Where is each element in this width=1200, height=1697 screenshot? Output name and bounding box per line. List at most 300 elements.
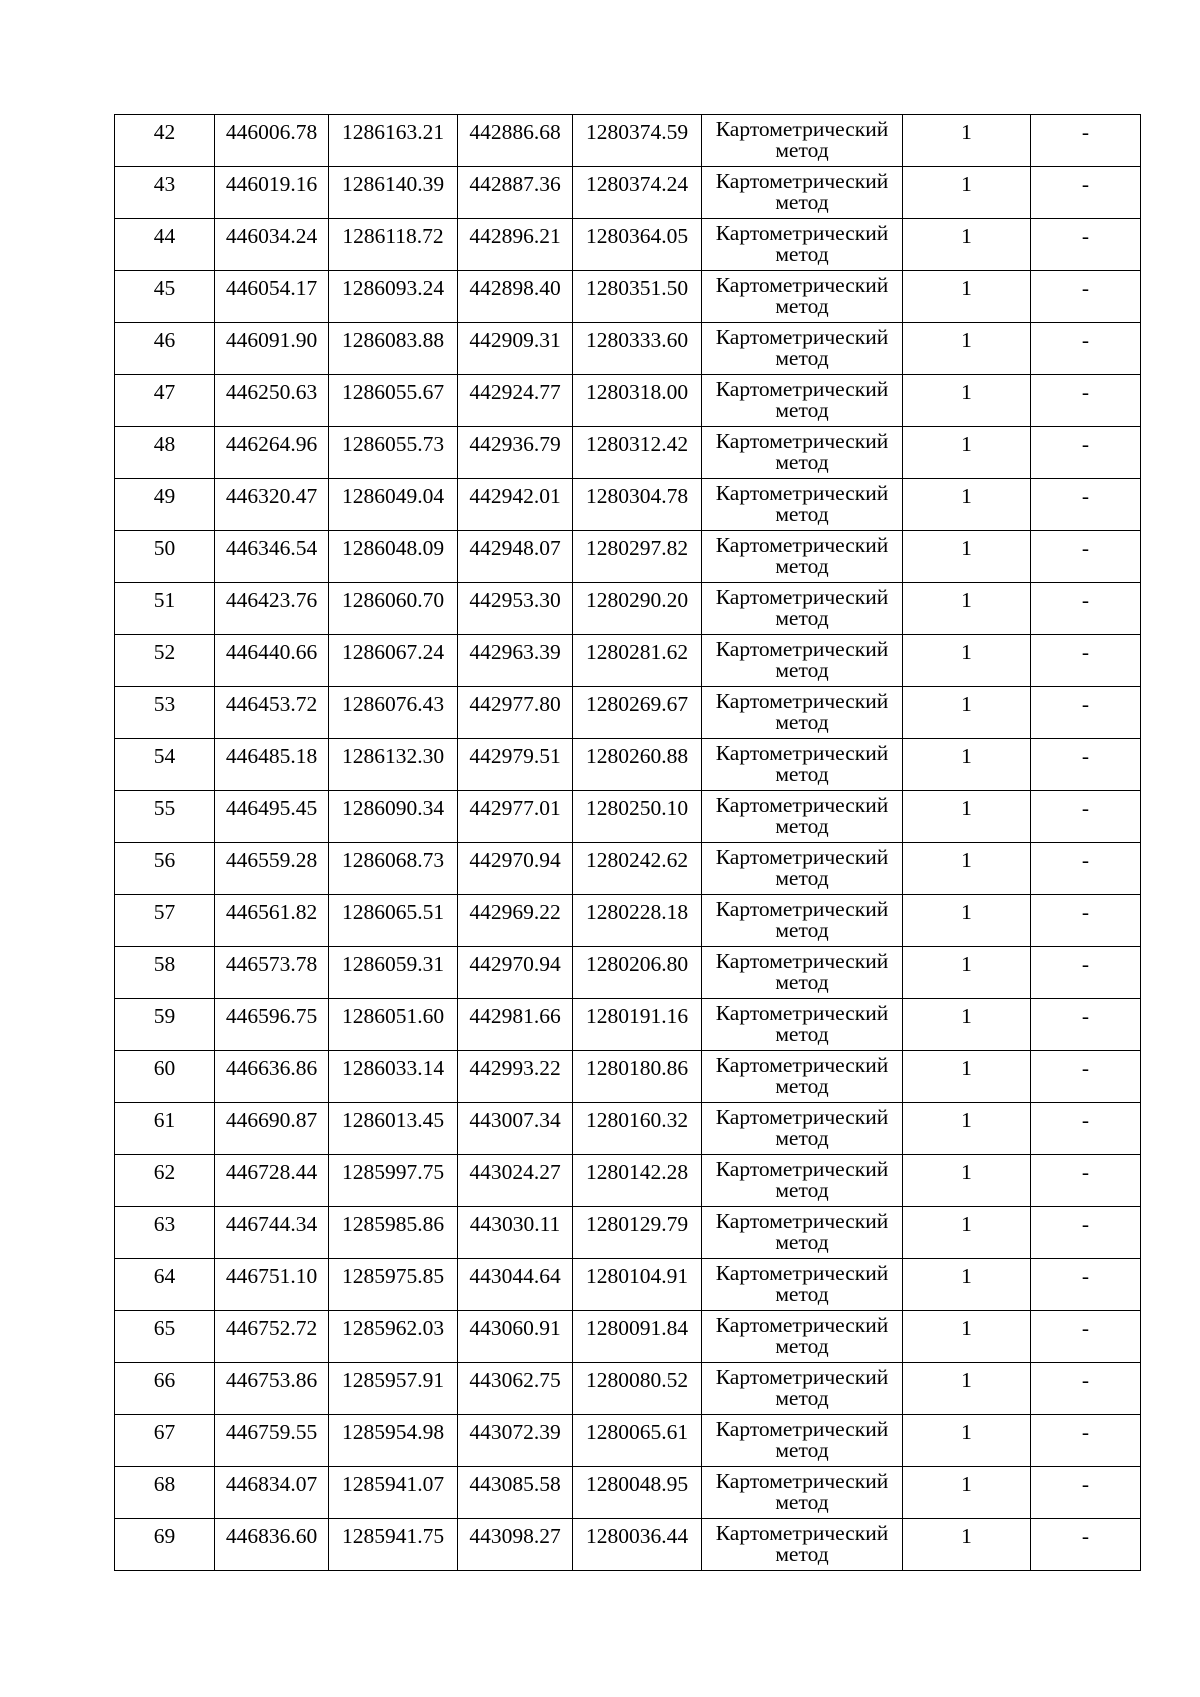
x2-coordinate-cell: 442977.01 [458, 791, 573, 843]
table-row [115, 531, 1141, 583]
method-line-1: Картометрический [715, 741, 889, 765]
y2-coordinate-cell: 1280374.24 [573, 167, 702, 219]
method-line-1: Картометрический [715, 1313, 889, 1337]
x1-coordinate-cell: 446440.66 [215, 635, 329, 687]
accuracy-cell: 1 [903, 323, 1031, 375]
point-number-cell: 49 [115, 479, 215, 531]
method-line-1: Картометрический [715, 1157, 889, 1181]
y2-coordinate-cell: 1280242.62 [573, 843, 702, 895]
method-line-2: метод [775, 1022, 829, 1046]
x2-coordinate-cell: 442981.66 [458, 999, 573, 1051]
y2-coordinate-cell: 1280048.95 [573, 1467, 702, 1519]
accuracy-cell: 1 [903, 739, 1031, 791]
accuracy-cell: 1 [903, 583, 1031, 635]
point-number-cell: 64 [115, 1259, 215, 1311]
note-cell: - [1031, 1259, 1141, 1311]
method-cell [702, 427, 903, 479]
y2-coordinate-cell: 1280091.84 [573, 1311, 702, 1363]
y2-coordinate-cell: 1280374.59 [573, 115, 702, 167]
x1-coordinate-cell: 446453.72 [215, 687, 329, 739]
method-line-2: метод [775, 502, 829, 526]
method-line-1: Картометрический [715, 377, 889, 401]
note-cell: - [1031, 427, 1141, 479]
y1-coordinate-cell: 1286118.72 [329, 219, 458, 271]
method-cell [702, 1051, 903, 1103]
accuracy-cell: 1 [903, 895, 1031, 947]
table-row [115, 1363, 1141, 1415]
accuracy-cell: 1 [903, 479, 1031, 531]
table-row [115, 1259, 1141, 1311]
y2-coordinate-cell: 1280318.00 [573, 375, 702, 427]
note-cell: - [1031, 115, 1141, 167]
table-row [115, 479, 1141, 531]
method-line-1: Картометрический [715, 897, 889, 921]
y2-coordinate-cell: 1280351.50 [573, 271, 702, 323]
method-line-2: метод [775, 1542, 829, 1566]
method-line-1: Картометрический [715, 325, 889, 349]
x2-coordinate-cell: 442979.51 [458, 739, 573, 791]
table-row [115, 323, 1141, 375]
point-number-cell: 57 [115, 895, 215, 947]
y1-coordinate-cell: 1286055.67 [329, 375, 458, 427]
y1-coordinate-cell: 1285941.75 [329, 1519, 458, 1571]
table-row [115, 271, 1141, 323]
x2-coordinate-cell: 442936.79 [458, 427, 573, 479]
x1-coordinate-cell: 446753.86 [215, 1363, 329, 1415]
method-line-2: метод [775, 1386, 829, 1410]
x1-coordinate-cell: 446636.86 [215, 1051, 329, 1103]
x2-coordinate-cell: 442948.07 [458, 531, 573, 583]
x1-coordinate-cell: 446561.82 [215, 895, 329, 947]
y2-coordinate-cell: 1280180.86 [573, 1051, 702, 1103]
table-row [115, 583, 1141, 635]
accuracy-cell: 1 [903, 687, 1031, 739]
method-line-1: Картометрический [715, 793, 889, 817]
y2-coordinate-cell: 1280269.67 [573, 687, 702, 739]
method-cell [702, 687, 903, 739]
method-cell [702, 1519, 903, 1571]
y1-coordinate-cell: 1286065.51 [329, 895, 458, 947]
accuracy-cell: 1 [903, 531, 1031, 583]
point-number-cell: 44 [115, 219, 215, 271]
accuracy-cell: 1 [903, 999, 1031, 1051]
x2-coordinate-cell: 443085.58 [458, 1467, 573, 1519]
method-cell [702, 635, 903, 687]
table-body [115, 115, 1141, 1571]
x2-coordinate-cell: 442898.40 [458, 271, 573, 323]
method-cell [702, 791, 903, 843]
x1-coordinate-cell: 446728.44 [215, 1155, 329, 1207]
x1-coordinate-cell: 446596.75 [215, 999, 329, 1051]
y2-coordinate-cell: 1280104.91 [573, 1259, 702, 1311]
note-cell: - [1031, 1103, 1141, 1155]
table-row [115, 375, 1141, 427]
point-number-cell: 55 [115, 791, 215, 843]
y2-coordinate-cell: 1280312.42 [573, 427, 702, 479]
table-row [115, 1415, 1141, 1467]
y1-coordinate-cell: 1286090.34 [329, 791, 458, 843]
y1-coordinate-cell: 1285997.75 [329, 1155, 458, 1207]
y1-coordinate-cell: 1286163.21 [329, 115, 458, 167]
accuracy-cell: 1 [903, 167, 1031, 219]
accuracy-cell: 1 [903, 1103, 1031, 1155]
accuracy-cell: 1 [903, 375, 1031, 427]
x1-coordinate-cell: 446320.47 [215, 479, 329, 531]
y2-coordinate-cell: 1280290.20 [573, 583, 702, 635]
y1-coordinate-cell: 1286055.73 [329, 427, 458, 479]
method-line-2: метод [775, 710, 829, 734]
y2-coordinate-cell: 1280364.05 [573, 219, 702, 271]
accuracy-cell: 1 [903, 1467, 1031, 1519]
method-line-2: метод [775, 450, 829, 474]
y1-coordinate-cell: 1285957.91 [329, 1363, 458, 1415]
accuracy-cell: 1 [903, 1363, 1031, 1415]
method-line-1: Картометрический [715, 1365, 889, 1389]
method-line-1: Картометрический [715, 1521, 889, 1545]
method-cell [702, 1207, 903, 1259]
y2-coordinate-cell: 1280250.10 [573, 791, 702, 843]
method-cell [702, 1259, 903, 1311]
note-cell: - [1031, 1519, 1141, 1571]
x2-coordinate-cell: 442909.31 [458, 323, 573, 375]
note-cell: - [1031, 1363, 1141, 1415]
y2-coordinate-cell: 1280191.16 [573, 999, 702, 1051]
point-number-cell: 48 [115, 427, 215, 479]
accuracy-cell: 1 [903, 1051, 1031, 1103]
table-row [115, 999, 1141, 1051]
note-cell: - [1031, 1415, 1141, 1467]
point-number-cell: 50 [115, 531, 215, 583]
y2-coordinate-cell: 1280160.32 [573, 1103, 702, 1155]
note-cell: - [1031, 531, 1141, 583]
x1-coordinate-cell: 446423.76 [215, 583, 329, 635]
table-row [115, 1519, 1141, 1571]
method-line-2: метод [775, 1230, 829, 1254]
table-row [115, 1103, 1141, 1155]
x2-coordinate-cell: 443062.75 [458, 1363, 573, 1415]
method-line-2: метод [775, 1438, 829, 1462]
note-cell: - [1031, 167, 1141, 219]
method-line-2: метод [775, 554, 829, 578]
method-cell [702, 843, 903, 895]
point-number-cell: 59 [115, 999, 215, 1051]
point-number-cell: 43 [115, 167, 215, 219]
point-number-cell: 60 [115, 1051, 215, 1103]
table-row [115, 1155, 1141, 1207]
note-cell: - [1031, 271, 1141, 323]
method-cell [702, 1311, 903, 1363]
method-cell [702, 739, 903, 791]
method-line-2: метод [775, 1282, 829, 1306]
note-cell: - [1031, 219, 1141, 271]
method-cell [702, 219, 903, 271]
method-cell [702, 1363, 903, 1415]
point-number-cell: 46 [115, 323, 215, 375]
x1-coordinate-cell: 446834.07 [215, 1467, 329, 1519]
method-line-1: Картометрический [715, 1001, 889, 1025]
table-row [115, 1311, 1141, 1363]
method-cell [702, 375, 903, 427]
x2-coordinate-cell: 442969.22 [458, 895, 573, 947]
x2-coordinate-cell: 443030.11 [458, 1207, 573, 1259]
note-cell: - [1031, 1051, 1141, 1103]
method-line-2: метод [775, 866, 829, 890]
y2-coordinate-cell: 1280142.28 [573, 1155, 702, 1207]
y1-coordinate-cell: 1285985.86 [329, 1207, 458, 1259]
method-cell [702, 947, 903, 999]
note-cell: - [1031, 895, 1141, 947]
method-cell [702, 271, 903, 323]
method-cell [702, 895, 903, 947]
x2-coordinate-cell: 443007.34 [458, 1103, 573, 1155]
accuracy-cell: 1 [903, 1311, 1031, 1363]
method-line-1: Картометрический [715, 169, 889, 193]
note-cell: - [1031, 739, 1141, 791]
method-line-1: Картометрический [715, 1469, 889, 1493]
x1-coordinate-cell: 446485.18 [215, 739, 329, 791]
method-line-2: метод [775, 1490, 829, 1514]
x2-coordinate-cell: 443044.64 [458, 1259, 573, 1311]
method-line-2: метод [775, 294, 829, 318]
point-number-cell: 51 [115, 583, 215, 635]
note-cell: - [1031, 791, 1141, 843]
method-cell [702, 1155, 903, 1207]
method-line-2: метод [775, 190, 829, 214]
x1-coordinate-cell: 446006.78 [215, 115, 329, 167]
point-number-cell: 61 [115, 1103, 215, 1155]
accuracy-cell: 1 [903, 1155, 1031, 1207]
x2-coordinate-cell: 442942.01 [458, 479, 573, 531]
point-number-cell: 45 [115, 271, 215, 323]
x1-coordinate-cell: 446751.10 [215, 1259, 329, 1311]
table-row [115, 739, 1141, 791]
x1-coordinate-cell: 446346.54 [215, 531, 329, 583]
x1-coordinate-cell: 446264.96 [215, 427, 329, 479]
method-line-1: Картометрический [715, 481, 889, 505]
note-cell: - [1031, 479, 1141, 531]
y1-coordinate-cell: 1286067.24 [329, 635, 458, 687]
method-line-2: метод [775, 138, 829, 162]
y2-coordinate-cell: 1280206.80 [573, 947, 702, 999]
y2-coordinate-cell: 1280065.61 [573, 1415, 702, 1467]
note-cell: - [1031, 583, 1141, 635]
accuracy-cell: 1 [903, 843, 1031, 895]
method-line-1: Картометрический [715, 533, 889, 557]
x1-coordinate-cell: 446836.60 [215, 1519, 329, 1571]
y2-coordinate-cell: 1280333.60 [573, 323, 702, 375]
y1-coordinate-cell: 1285962.03 [329, 1311, 458, 1363]
method-line-1: Картометрический [715, 221, 889, 245]
x2-coordinate-cell: 442977.80 [458, 687, 573, 739]
method-line-2: метод [775, 1334, 829, 1358]
table-row [115, 791, 1141, 843]
accuracy-cell: 1 [903, 1259, 1031, 1311]
x2-coordinate-cell: 442924.77 [458, 375, 573, 427]
table-row [115, 843, 1141, 895]
y1-coordinate-cell: 1286033.14 [329, 1051, 458, 1103]
method-line-2: метод [775, 918, 829, 942]
accuracy-cell: 1 [903, 1207, 1031, 1259]
y2-coordinate-cell: 1280080.52 [573, 1363, 702, 1415]
note-cell: - [1031, 1467, 1141, 1519]
x1-coordinate-cell: 446495.45 [215, 791, 329, 843]
x2-coordinate-cell: 442970.94 [458, 947, 573, 999]
accuracy-cell: 1 [903, 1415, 1031, 1467]
note-cell: - [1031, 1311, 1141, 1363]
method-line-1: Картометрический [715, 117, 889, 141]
method-cell [702, 1103, 903, 1155]
method-line-2: метод [775, 242, 829, 266]
x2-coordinate-cell: 442963.39 [458, 635, 573, 687]
y1-coordinate-cell: 1286048.09 [329, 531, 458, 583]
method-line-2: метод [775, 1126, 829, 1150]
y2-coordinate-cell: 1280297.82 [573, 531, 702, 583]
x1-coordinate-cell: 446091.90 [215, 323, 329, 375]
y2-coordinate-cell: 1280260.88 [573, 739, 702, 791]
method-line-2: метод [775, 762, 829, 786]
table-row [115, 115, 1141, 167]
point-number-cell: 52 [115, 635, 215, 687]
method-cell [702, 479, 903, 531]
y1-coordinate-cell: 1285975.85 [329, 1259, 458, 1311]
accuracy-cell: 1 [903, 1519, 1031, 1571]
point-number-cell: 56 [115, 843, 215, 895]
x2-coordinate-cell: 442953.30 [458, 583, 573, 635]
x1-coordinate-cell: 446250.63 [215, 375, 329, 427]
point-number-cell: 47 [115, 375, 215, 427]
x2-coordinate-cell: 442886.68 [458, 115, 573, 167]
method-cell [702, 531, 903, 583]
method-line-2: метод [775, 814, 829, 838]
method-line-2: метод [775, 658, 829, 682]
x1-coordinate-cell: 446054.17 [215, 271, 329, 323]
table-row [115, 687, 1141, 739]
y1-coordinate-cell: 1286059.31 [329, 947, 458, 999]
table-row [115, 427, 1141, 479]
y2-coordinate-cell: 1280281.62 [573, 635, 702, 687]
accuracy-cell: 1 [903, 271, 1031, 323]
method-line-1: Картометрический [715, 585, 889, 609]
table-row [115, 895, 1141, 947]
method-line-1: Картометрический [715, 1417, 889, 1441]
point-number-cell: 42 [115, 115, 215, 167]
note-cell: - [1031, 375, 1141, 427]
method-line-1: Картометрический [715, 1261, 889, 1285]
x2-coordinate-cell: 443072.39 [458, 1415, 573, 1467]
point-number-cell: 62 [115, 1155, 215, 1207]
point-number-cell: 54 [115, 739, 215, 791]
method-line-1: Картометрический [715, 429, 889, 453]
table-row [115, 219, 1141, 271]
y1-coordinate-cell: 1286013.45 [329, 1103, 458, 1155]
accuracy-cell: 1 [903, 219, 1031, 271]
method-line-2: метод [775, 1178, 829, 1202]
accuracy-cell: 1 [903, 791, 1031, 843]
y1-coordinate-cell: 1285941.07 [329, 1467, 458, 1519]
method-cell [702, 115, 903, 167]
x2-coordinate-cell: 442887.36 [458, 167, 573, 219]
method-cell [702, 323, 903, 375]
note-cell: - [1031, 1155, 1141, 1207]
table-row [115, 167, 1141, 219]
method-line-1: Картометрический [715, 1209, 889, 1233]
method-line-1: Картометрический [715, 689, 889, 713]
method-line-1: Картометрический [715, 845, 889, 869]
note-cell: - [1031, 999, 1141, 1051]
x1-coordinate-cell: 446690.87 [215, 1103, 329, 1155]
method-cell [702, 1467, 903, 1519]
y2-coordinate-cell: 1280228.18 [573, 895, 702, 947]
note-cell: - [1031, 635, 1141, 687]
point-number-cell: 63 [115, 1207, 215, 1259]
note-cell: - [1031, 687, 1141, 739]
point-number-cell: 65 [115, 1311, 215, 1363]
coordinates-table [114, 114, 1141, 1571]
method-line-1: Картометрический [715, 273, 889, 297]
x1-coordinate-cell: 446752.72 [215, 1311, 329, 1363]
method-cell [702, 583, 903, 635]
y1-coordinate-cell: 1286083.88 [329, 323, 458, 375]
table-row [115, 1207, 1141, 1259]
y1-coordinate-cell: 1286060.70 [329, 583, 458, 635]
x2-coordinate-cell: 443098.27 [458, 1519, 573, 1571]
x2-coordinate-cell: 443060.91 [458, 1311, 573, 1363]
note-cell: - [1031, 1207, 1141, 1259]
table-row [115, 947, 1141, 999]
x2-coordinate-cell: 442970.94 [458, 843, 573, 895]
method-line-2: метод [775, 1074, 829, 1098]
x1-coordinate-cell: 446019.16 [215, 167, 329, 219]
method-line-1: Картометрический [715, 1105, 889, 1129]
table-row [115, 635, 1141, 687]
y1-coordinate-cell: 1286132.30 [329, 739, 458, 791]
method-line-2: метод [775, 346, 829, 370]
y1-coordinate-cell: 1285954.98 [329, 1415, 458, 1467]
x1-coordinate-cell: 446573.78 [215, 947, 329, 999]
x1-coordinate-cell: 446744.34 [215, 1207, 329, 1259]
accuracy-cell: 1 [903, 635, 1031, 687]
accuracy-cell: 1 [903, 115, 1031, 167]
method-cell [702, 167, 903, 219]
method-cell [702, 1415, 903, 1467]
accuracy-cell: 1 [903, 947, 1031, 999]
y1-coordinate-cell: 1286076.43 [329, 687, 458, 739]
table-row [115, 1051, 1141, 1103]
method-line-1: Картометрический [715, 949, 889, 973]
x2-coordinate-cell: 443024.27 [458, 1155, 573, 1207]
note-cell: - [1031, 947, 1141, 999]
y1-coordinate-cell: 1286051.60 [329, 999, 458, 1051]
point-number-cell: 53 [115, 687, 215, 739]
y1-coordinate-cell: 1286049.04 [329, 479, 458, 531]
table-row [115, 1467, 1141, 1519]
method-line-1: Картометрический [715, 637, 889, 661]
method-cell [702, 999, 903, 1051]
accuracy-cell: 1 [903, 427, 1031, 479]
x1-coordinate-cell: 446759.55 [215, 1415, 329, 1467]
point-number-cell: 66 [115, 1363, 215, 1415]
x1-coordinate-cell: 446559.28 [215, 843, 329, 895]
y1-coordinate-cell: 1286068.73 [329, 843, 458, 895]
x1-coordinate-cell: 446034.24 [215, 219, 329, 271]
note-cell: - [1031, 323, 1141, 375]
point-number-cell: 67 [115, 1415, 215, 1467]
y2-coordinate-cell: 1280129.79 [573, 1207, 702, 1259]
y1-coordinate-cell: 1286093.24 [329, 271, 458, 323]
x2-coordinate-cell: 442896.21 [458, 219, 573, 271]
y2-coordinate-cell: 1280304.78 [573, 479, 702, 531]
y1-coordinate-cell: 1286140.39 [329, 167, 458, 219]
